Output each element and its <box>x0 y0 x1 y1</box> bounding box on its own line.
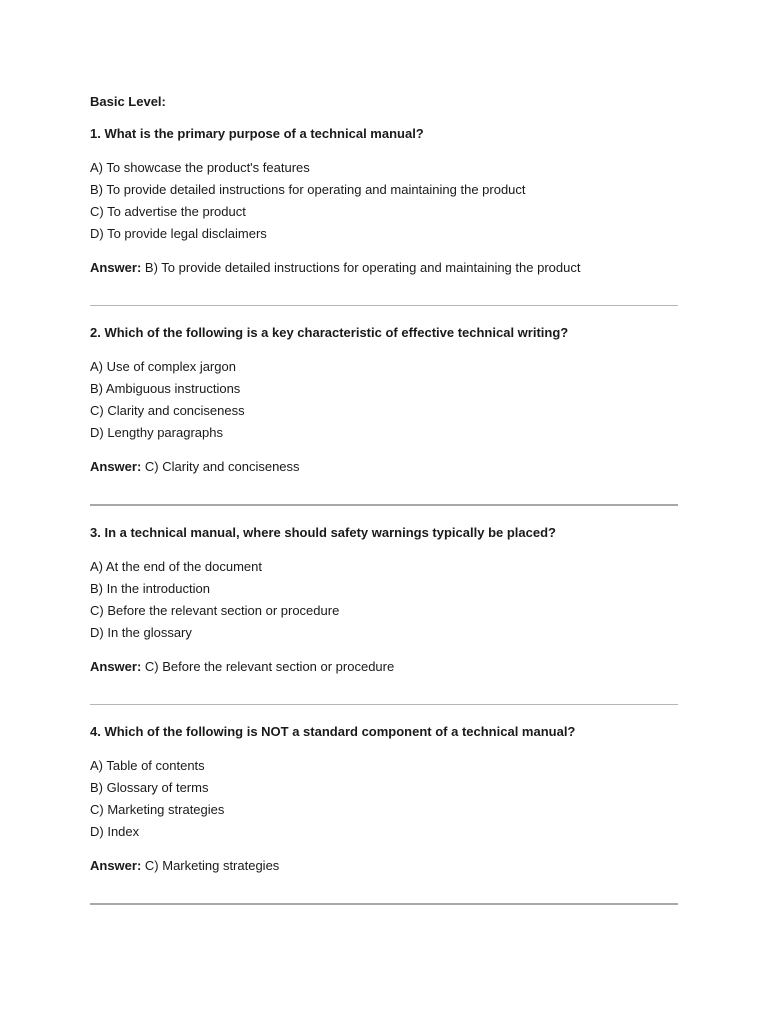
answer-line <box>90 658 678 676</box>
option-item: C) Clarity and conciseness <box>90 403 245 418</box>
answer-label: Answer: <box>90 858 142 873</box>
question-text: 1. What is the primary purpose of a technical manual? <box>90 126 424 141</box>
option-item: C) To advertise the product <box>90 204 246 219</box>
document-page <box>90 93 678 923</box>
option-item: D) Lengthy paragraphs <box>90 425 223 440</box>
option-item: A) At the end of the document <box>90 559 263 574</box>
question-block-2 <box>90 324 678 476</box>
question-text: 3. In a technical manual, where should safety warnings typically be placed? <box>90 525 556 540</box>
option-item: A) To showcase the product's features <box>90 160 310 175</box>
section-divider <box>90 305 678 306</box>
answer-label: Answer: <box>90 459 142 474</box>
option-list <box>90 755 678 843</box>
question-block-1 <box>90 125 678 277</box>
option-item: B) To provide detailed instructions for operating and maintaining the product <box>90 182 526 197</box>
question-block-3 <box>90 524 678 676</box>
answer-label: Answer: <box>90 659 142 674</box>
answer-text: C) Before the relevant section or procedure <box>144 659 395 674</box>
option-item: D) To provide legal disclaimers <box>90 226 267 241</box>
option-item: B) Glossary of terms <box>90 780 209 795</box>
section-divider <box>90 903 678 905</box>
option-list <box>90 157 678 245</box>
section-divider <box>90 504 678 506</box>
level-heading: Basic Level: <box>90 94 166 109</box>
option-item: B) In the introduction <box>90 581 210 596</box>
option-list <box>90 356 678 444</box>
option-item: A) Use of complex jargon <box>90 359 236 374</box>
answer-line <box>90 458 678 476</box>
answer-text: C) Clarity and conciseness <box>144 459 300 474</box>
answer-line <box>90 857 678 875</box>
option-list <box>90 556 678 644</box>
answer-line <box>90 259 678 277</box>
question-block-4 <box>90 723 678 875</box>
option-item: D) Index <box>90 824 140 839</box>
answer-text: B) To provide detailed instructions for operating and maintaining the product <box>144 260 581 275</box>
answer-label: Answer: <box>90 260 142 275</box>
option-item: B) Ambiguous instructions <box>90 381 241 396</box>
question-text: 2. Which of the following is a key characteristic of effective technical writing? <box>90 325 569 340</box>
option-item: D) In the glossary <box>90 625 192 640</box>
option-item: A) Table of contents <box>90 758 205 773</box>
option-item: C) Marketing strategies <box>90 802 225 817</box>
section-divider <box>90 704 678 705</box>
question-text: 4. Which of the following is NOT a standard component of a technical manual? <box>90 724 576 739</box>
answer-text: C) Marketing strategies <box>144 858 280 873</box>
option-item: C) Before the relevant section or procedure <box>90 603 340 618</box>
